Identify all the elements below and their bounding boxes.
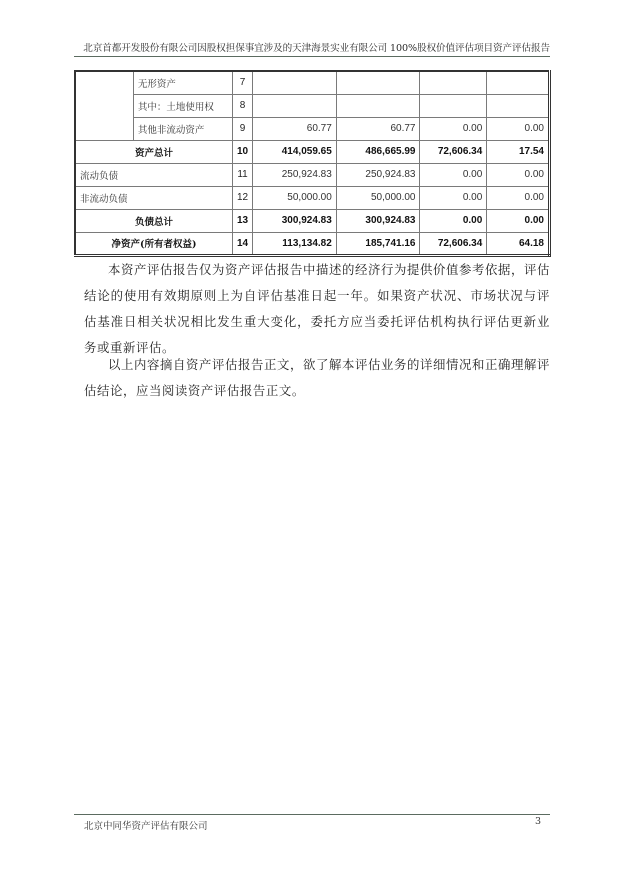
excerpt-note-paragraph: 以上内容摘自资产评估报告正文，欲了解本评估业务的详细情况和正确理解评估结论，应当阅读资产评估报告正文。 (84, 357, 550, 398)
row-number: 12 (232, 186, 252, 209)
row-label: 负债总计 (75, 209, 232, 232)
table-row-total-liabilities (75, 209, 550, 232)
book-value: 300,924.83 (253, 209, 337, 232)
increase-rate: 0.00 (487, 163, 550, 186)
increase-amount (420, 71, 487, 94)
increase-rate: 64.18 (487, 232, 550, 255)
table-row-total-assets (75, 140, 550, 163)
table-row (75, 163, 550, 186)
running-header: 北京首都开发股份有限公司因股权担保事宜涉及的天津海景实业有限公司 100%股权价值评估项目资产评估报告 (83, 43, 550, 54)
table-row (75, 186, 550, 209)
appraised-value: 50,000.00 (336, 186, 420, 209)
footer-divider (74, 814, 550, 815)
increase-rate: 0.00 (487, 117, 550, 140)
increase-amount: 72,606.34 (420, 232, 487, 255)
row-number: 10 (232, 140, 252, 163)
appraised-value: 486,665.99 (336, 140, 420, 163)
increase-rate (487, 94, 550, 117)
table-row-net-assets (75, 232, 550, 255)
validity-paragraph: 本资产评估报告仅为资产评估报告中描述的经济行为提供价值参考依据，评估结论的使用有效期原则上为自评估基准日起一年。如果资产状况、市场状况与评估基准日相关状况相比发生重大变化，委托方应当委托评估机构执行评估更新业务或重新评估。 (84, 262, 550, 355)
footer-company: 北京中同华资产评估有限公司 (84, 821, 208, 832)
increase-amount: 0.00 (420, 117, 487, 140)
increase-rate (487, 71, 550, 94)
page-number: 3 (535, 816, 542, 827)
appraised-value (336, 94, 420, 117)
book-value (253, 71, 337, 94)
increase-rate: 17.54 (487, 140, 550, 163)
row-number: 14 (232, 232, 252, 255)
appraised-value: 60.77 (336, 117, 420, 140)
appraised-value: 300,924.83 (336, 209, 420, 232)
increase-rate: 0.00 (487, 209, 550, 232)
book-value: 50,000.00 (253, 186, 337, 209)
increase-amount: 0.00 (420, 186, 487, 209)
book-value: 60.77 (253, 117, 337, 140)
book-value: 250,924.83 (253, 163, 337, 186)
table-row (75, 94, 550, 117)
row-label: 净资产(所有者权益) (75, 232, 232, 255)
increase-amount: 72,606.34 (420, 140, 487, 163)
increase-amount (420, 94, 487, 117)
appraised-value (336, 71, 420, 94)
row-number: 13 (232, 209, 252, 232)
table-row (75, 117, 550, 140)
book-value: 113,134.82 (253, 232, 337, 255)
group-cell (75, 71, 133, 140)
row-label: 其中：土地使用权 (133, 94, 232, 117)
row-number: 11 (232, 163, 252, 186)
row-number: 7 (232, 71, 252, 94)
row-number: 8 (232, 94, 252, 117)
book-value (253, 94, 337, 117)
row-label: 无形资产 (133, 71, 232, 94)
header-divider (74, 56, 550, 57)
row-label: 其他非流动资产 (133, 117, 232, 140)
table-row (75, 71, 550, 94)
increase-rate: 0.00 (487, 186, 550, 209)
row-label: 流动负债 (75, 163, 232, 186)
row-label: 资产总计 (75, 140, 232, 163)
row-number: 9 (232, 117, 252, 140)
increase-amount: 0.00 (420, 163, 487, 186)
appraised-value: 250,924.83 (336, 163, 420, 186)
increase-amount: 0.00 (420, 209, 487, 232)
appraised-value: 185,741.16 (336, 232, 420, 255)
valuation-summary-table (74, 70, 551, 257)
row-label: 非流动负债 (75, 186, 232, 209)
book-value: 414,059.65 (253, 140, 337, 163)
